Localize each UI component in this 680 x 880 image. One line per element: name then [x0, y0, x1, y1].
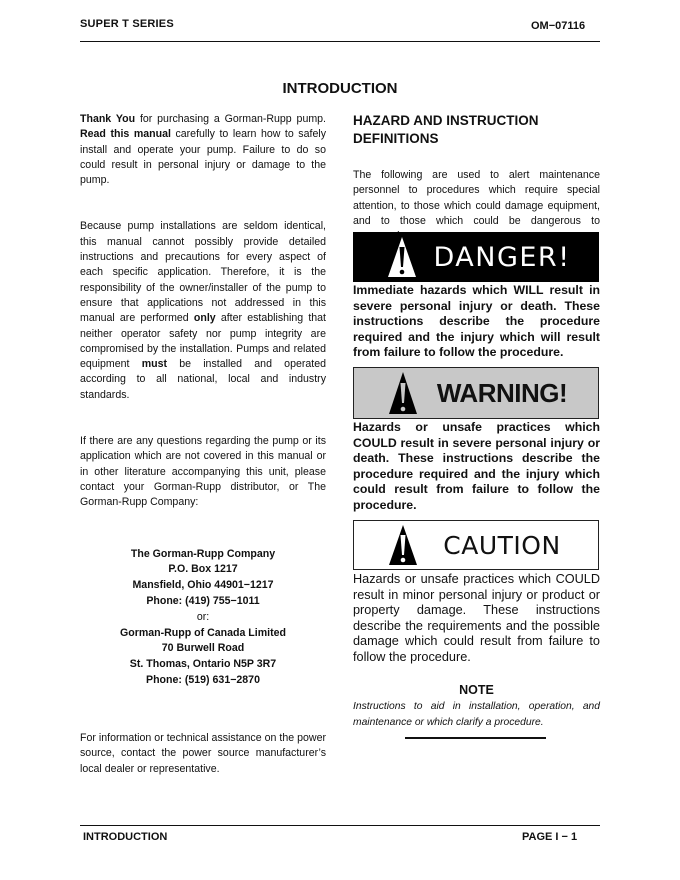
intro-paragraph	[80, 112, 326, 188]
installation-text-3: be installed and operated according to all national, local and industry standards.	[80, 358, 326, 401]
only-bold: only	[193, 312, 216, 325]
address-line: Phone: (519) 631−2870	[146, 673, 260, 686]
must-bold: must	[141, 358, 167, 371]
right-column	[353, 112, 600, 244]
address-line: Mansfield, Ohio 44901−1217	[132, 579, 274, 592]
address-line: P.O. Box 1217	[168, 563, 238, 576]
address-line: Gorman-Rupp of Canada Limited	[120, 626, 286, 639]
power-source-paragraph: For information or technical assistance on the power source, contact the power source manufacturer’s local dealer or representative.	[80, 732, 326, 775]
caution-description: Hazards or unsafe practices which COULD result in minor personal injury or product or property damage. These instructions describe the requirements and the possible damage which could result from failure to follow the procedure.	[353, 572, 600, 664]
questions-paragraph: If there are any questions regarding the pump or its application which are not covered in this manual or in other literature accompanying this unit, please contact your Gorman-Rupp distributor, or The Gorman-Rupp Company:	[80, 435, 326, 509]
installation-text-2: after establishing that neither operator safety nor pump integrity are compromised by the installation. Pumps and related equipment	[80, 312, 326, 371]
header-series: SUPER T SERIES	[80, 18, 174, 30]
caution-sign	[353, 520, 599, 570]
warning-triangle-icon	[388, 370, 418, 416]
hazard-intro: The following are used to alert maintenance personnel to procedures which require special attention, to those which could damage equipment, and to those which could be dangerous to	[353, 169, 600, 227]
address-line: The Gorman-Rupp Company	[130, 547, 276, 560]
contact-address	[80, 547, 326, 689]
installation-text-1: Because pump installations are seldom identical, this manual cannot possibly provide detailed instructions and precautions for every aspect of each specific application. Therefore, it is the responsibility of the owner/installer of the pump to ensure that applications not addressed in this manual are performed	[80, 220, 326, 325]
caution-label: CAUTION	[443, 530, 561, 560]
footer-page-number: PAGE I − 1	[522, 831, 578, 843]
thank-you-bold: Thank You	[80, 113, 136, 125]
header-doc-number: OM−07116	[531, 20, 586, 32]
danger-label: DANGER!	[433, 241, 571, 273]
danger-description: Immediate hazards which WILL result in severe personal injury or death. These instructions describe the procedure required and the injury which will result from failure to follow the procedure.	[353, 283, 600, 360]
left-column	[80, 112, 326, 689]
read-manual-bold: Read this manual	[80, 128, 171, 141]
caution-triangle-icon	[388, 523, 418, 567]
address-line: Phone: (419) 755−1011	[146, 594, 260, 607]
warning-sign	[353, 367, 599, 419]
note-heading: NOTE	[459, 683, 494, 697]
header-rule	[80, 41, 600, 42]
danger-sign	[353, 232, 599, 282]
hazard-heading: HAZARD AND INSTRUCTION DEFINITIONS	[353, 113, 539, 146]
danger-warning-triangle-icon	[387, 235, 417, 279]
page-title: INTRODUCTION	[282, 80, 398, 97]
installation-paragraph	[80, 219, 326, 403]
warning-description: Hazards or unsafe practices which COULD result in severe personal injury or death. These instructions describe the procedure required and the injury which could result from failure to follow the procedure.	[353, 420, 600, 512]
footer-rule	[80, 825, 600, 826]
address-line: 70 Burwell Road	[161, 642, 245, 655]
intro-text-1: for purchasing a Gorman-Rupp pump.	[135, 113, 326, 125]
intro-text-2: carefully to learn how to safely install and operate your pump. Failure to do so could result in personal injury or damage to the pump.	[80, 128, 326, 187]
warning-label: WARNING!	[436, 377, 568, 408]
note-text: Instructions to aid in installation, operation, and maintenance or which clarify a procedure.	[353, 701, 600, 728]
note-rule	[405, 737, 546, 739]
address-line: St. Thomas, Ontario N5P 3R7	[129, 658, 277, 671]
footer-section: INTRODUCTION	[83, 831, 168, 843]
address-or: or:	[196, 610, 210, 623]
